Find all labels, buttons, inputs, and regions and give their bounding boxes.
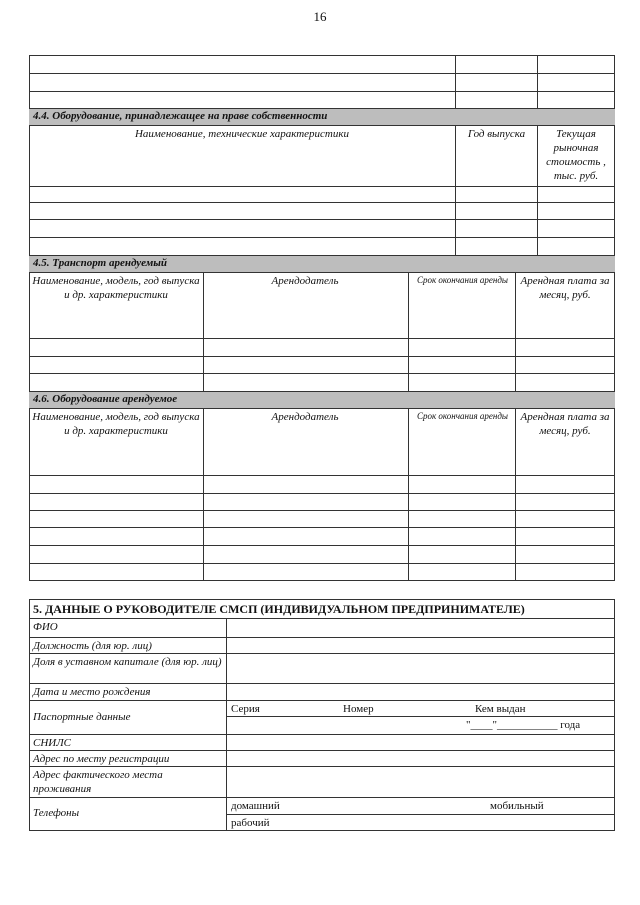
section-5-title: 5. ДАННЫЕ О РУКОВОДИТЕЛЕ СМСП (ИНДИВИДУАЛЬНОМ ПРЕДПРИНИМАТЕЛЕ): [33, 602, 525, 616]
passport-series-label: Серия: [231, 703, 260, 715]
phones-label: Телефоны: [33, 807, 80, 819]
col-term-header: Срок окончания аренды: [416, 275, 509, 285]
col-name-header: Наименование, модель, год выпуска и др. характеристики: [32, 275, 200, 301]
fio-label: ФИО: [33, 621, 58, 633]
col-name-header: Наименование, технические характеристики: [134, 128, 350, 140]
passport-number-label: Номер: [343, 703, 374, 715]
snils-label: СНИЛС: [33, 737, 72, 749]
col-term-header: Срок окончания аренды: [416, 411, 509, 421]
col-lessor-header: Арендодатель: [271, 275, 339, 287]
actual-address-label: Адрес фактического места проживания: [33, 769, 163, 795]
section-4-5-header: [29, 255, 615, 273]
page-number: 16: [313, 9, 327, 24]
passport-date-field: "____"___________ года: [466, 719, 581, 731]
phone-work-label: рабочий: [231, 817, 270, 829]
col-value-header: Текущая рыночная стоимость , тыс. руб.: [546, 128, 606, 182]
section-4-6-header: [29, 391, 615, 409]
phone-home-label: домашний: [231, 800, 280, 812]
col-rent-header: Арендная плата за месяц, руб.: [520, 411, 610, 437]
col-lessor-header: Арендодатель: [271, 411, 339, 423]
reg-address-label: Адрес по месту регистрации: [33, 753, 170, 765]
section-4-4-header: [29, 108, 615, 126]
col-name-header: Наименование, модель, год выпуска и др. характеристики: [32, 411, 200, 437]
section-4-6-title: 4.6. Оборудование арендуемое: [33, 393, 178, 405]
col-year-header: Год выпуска: [467, 128, 526, 140]
position-label: Должность (для юр. лиц): [33, 640, 152, 652]
col-rent-header: Арендная плата за месяц, руб.: [520, 275, 610, 301]
section-4-5-title: 4.5. Транспорт арендуемый: [33, 257, 168, 269]
birth-label: Дата и место рождения: [33, 686, 151, 698]
passport-issued-label: Кем выдан: [475, 703, 526, 715]
passport-label: Паспортные данные: [33, 711, 131, 723]
share-label: Доля в уставном капитале (для юр. лиц): [33, 656, 222, 668]
section-4-4-title: 4.4. Оборудование, принадлежащее на праве собственности: [33, 110, 328, 122]
phone-mobile-label: мобильный: [490, 800, 544, 812]
